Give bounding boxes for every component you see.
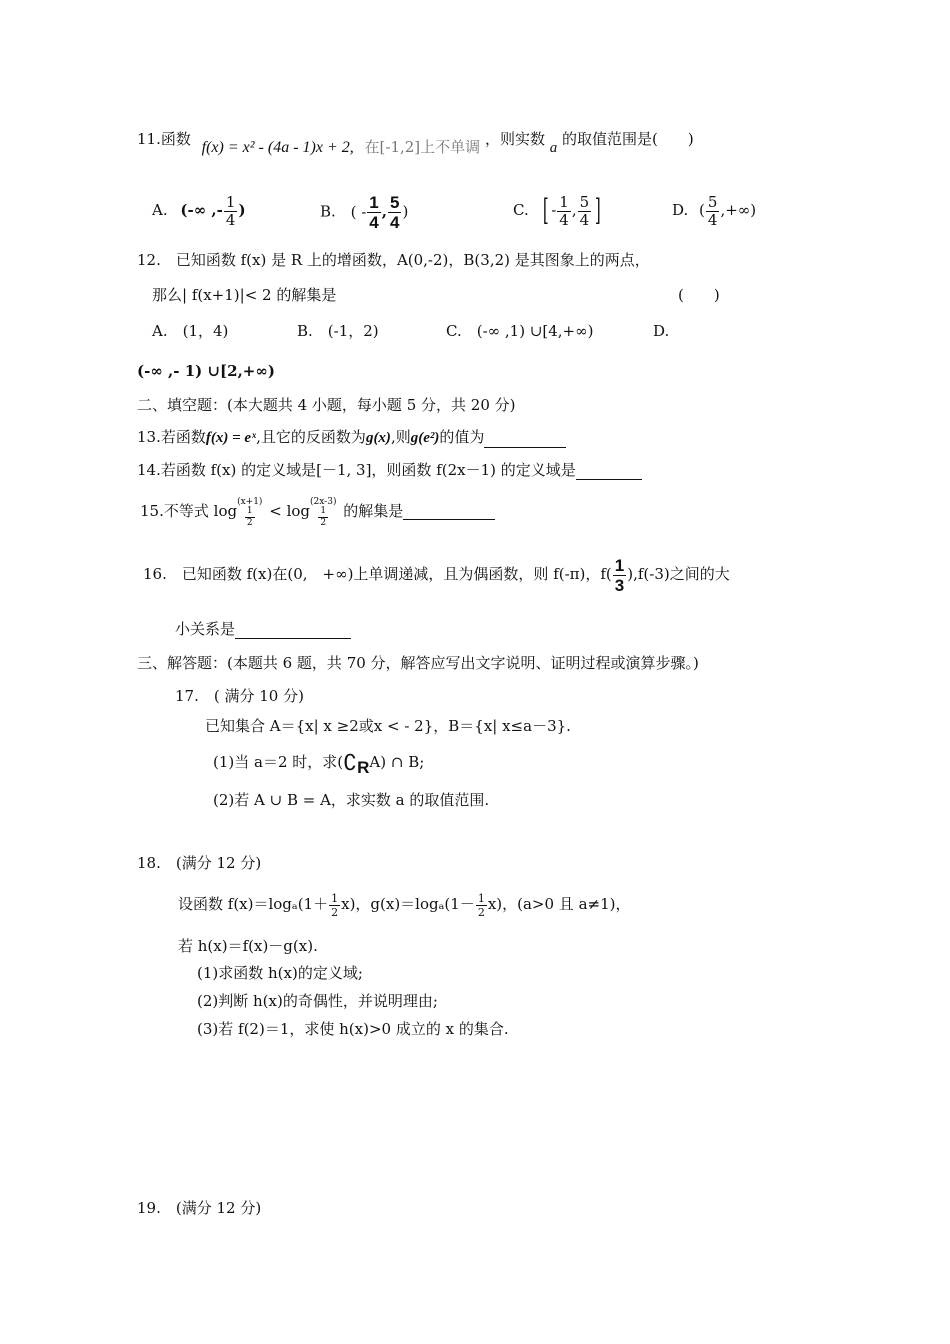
- q11-d-frac: [706, 192, 720, 229]
- q16-den: 3: [614, 575, 625, 595]
- q11-option-c: C. [ - $\frac{1}{4}$ , $\frac{5}{4}$ ]: [513, 192, 601, 229]
- q11-d-tail: ,+∞): [720, 201, 757, 219]
- q13-answer-blank[interactable]: [484, 432, 566, 448]
- q12-option-d-value: (-∞ ,- 1) ∪[2,+∞): [137, 362, 275, 380]
- q18-frac1-den: 2: [331, 905, 339, 919]
- q17-head: 17. ( 满分 10 分): [175, 687, 304, 705]
- q16-frac: [613, 557, 626, 594]
- q11-a-num: 1: [225, 192, 236, 211]
- q18-set-c: x)，(a>0 且 a≠1)，: [487, 895, 631, 913]
- q11-b-num1: 1: [369, 193, 379, 212]
- q11-b-den1: 4: [369, 213, 379, 232]
- q15-answer-blank[interactable]: [403, 504, 495, 520]
- q13-g: g(x): [365, 430, 391, 446]
- q13-mid: ,且它的反函数为: [256, 428, 366, 446]
- q11-b-open: ( -: [350, 202, 367, 221]
- q12-option-c: C. (-∞ ,1) ∪[4,+∞): [446, 322, 594, 340]
- q11-label: 11.函数: [137, 130, 191, 148]
- q18-set: [178, 886, 630, 922]
- q15-log2: log: [286, 502, 311, 520]
- q18-h: 若 h(x)＝f(x)－g(x).: [178, 937, 318, 955]
- q18-frac2-num: 1: [477, 891, 485, 905]
- q11-b-label: B.: [320, 202, 336, 221]
- q11-c-frac1: [557, 192, 571, 229]
- section2-title: 二、填空题：(本大题共 4 小题，每小题 5 分，共 20 分): [137, 396, 516, 414]
- q15-base1-num: 1: [246, 505, 253, 516]
- q16-line1-b: ),f(-3)之间的大: [627, 565, 730, 583]
- q11-c-frac2: [578, 192, 592, 229]
- q15-base2-den: 2: [320, 517, 327, 528]
- q12-line1: 12. 已知函数 f(x) 是 R 上的增函数，A(0,-2)，B(3,2) 是其图象上的两点，: [137, 251, 650, 269]
- q15-sup1: (x+1): [237, 496, 263, 507]
- q11-tail: 的取值范围是( ): [562, 130, 694, 148]
- q11-b-frac1: [367, 194, 380, 231]
- q11-c-den2: 4: [579, 210, 590, 229]
- q11-b-close: ): [402, 202, 409, 221]
- q16-line2: [175, 619, 351, 639]
- q18-set-b: x)，g(x)＝logₐ(1－: [341, 895, 475, 913]
- q11-d-den: 4: [707, 210, 718, 229]
- q14-text: 14.若函数 f(x) 的定义域是[－1, 3]，则函数 f(2x－1) 的定义域是: [137, 461, 576, 479]
- q16-num: 1: [614, 555, 625, 575]
- q18-frac1-num: 1: [331, 891, 339, 905]
- q18-frac2: [476, 893, 487, 918]
- q18-frac1: [329, 893, 340, 918]
- q15-base2: [311, 507, 335, 528]
- q15-log2-scripts: [310, 497, 336, 528]
- q15-log1: log: [213, 502, 238, 520]
- section3-title: 三、解答题：(本题共 6 题，共 70 分，解答应写出文字说明、证明过程或演算步骤。): [137, 654, 699, 672]
- q16-line2-text: 小关系是: [175, 620, 236, 638]
- q11-c-num2: 5: [579, 192, 590, 211]
- q15-base1-den: 2: [246, 517, 253, 528]
- q12-option-a: A. (1，4): [152, 322, 229, 340]
- q13-then: ,则: [390, 428, 411, 446]
- q15-tail: 的解集是: [343, 502, 404, 520]
- q11-stem: [137, 129, 694, 156]
- q15: [140, 490, 495, 532]
- q16-line1: [143, 555, 730, 595]
- q15-pre: 15.不等式: [140, 502, 209, 520]
- q11-a-expr: (-∞ ,-: [180, 201, 223, 219]
- q11-b-num2: 5: [389, 193, 400, 212]
- q16-line1-a: 16. 已知函数 f(x)在(0, +∞)上单调递减，且为偶函数，则 f(-π)，f(: [143, 565, 612, 583]
- q13-expr: f(x) = eˣ: [205, 430, 257, 446]
- q15-base2-num: 1: [320, 505, 327, 516]
- q11-a-label: A.: [152, 201, 168, 219]
- q11-d-num: 5: [707, 192, 718, 211]
- q11-b-frac2: [388, 194, 401, 231]
- q11-option-d: D. ( $\frac{5}{4}$ ,+∞): [672, 192, 757, 229]
- q17-set: 已知集合 A＝{x| x ≥2或x < - 2}，B＝{x| x≤a－3}.: [205, 717, 571, 735]
- q17-p1-R: R: [357, 758, 370, 777]
- q11-b-den2: 4: [389, 213, 400, 232]
- q11-var: a: [549, 140, 558, 156]
- q14-answer-blank[interactable]: [576, 464, 642, 480]
- q11-option-a: [152, 192, 246, 229]
- q18-part1: (1)求函数 h(x)的定义域;: [197, 964, 363, 982]
- q17-p1-a: (1)当 a＝2 时，求(: [213, 753, 344, 771]
- q11-a-frac: [224, 192, 238, 229]
- q13-text: 13.若函数: [137, 428, 206, 446]
- q12-line2: 那么| f(x+1)|< 2 的解集是: [152, 286, 337, 304]
- q11-a-close: ): [238, 201, 246, 219]
- q13-ge: g(e²): [410, 430, 440, 446]
- q11-c-den1: 4: [559, 210, 569, 229]
- q15-base1: [238, 507, 261, 528]
- q11-d-label: D.: [672, 201, 689, 219]
- q18-set-a: 设函数 f(x)＝logₐ(1＋: [178, 895, 329, 913]
- q13: [137, 427, 566, 448]
- q14: [137, 460, 642, 480]
- q12-option-d: D.: [653, 322, 670, 340]
- q17-part1: [213, 752, 424, 778]
- q18-part3: (3)若 f(2)＝1，求使 h(x)>0 成立的 x 的集合.: [197, 1020, 509, 1038]
- q19-head: 19. (满分 12 分): [137, 1199, 262, 1217]
- q11-cond: 在[-1,2]上不单调: [364, 138, 481, 156]
- q17-p1-b: A) ∩ B;: [369, 753, 425, 771]
- q11-option-b: B. ( - $\frac{1}{4}$ , $\frac{5}{4}$ ): [320, 193, 409, 232]
- complement-icon: ∁: [343, 751, 358, 776]
- q15-lt: <: [269, 502, 282, 520]
- q15-log1-scripts: [237, 497, 262, 528]
- q18-frac2-den: 2: [477, 905, 485, 919]
- q11-c-num1: 1: [559, 192, 569, 211]
- q11-ask: ，则实数: [484, 130, 545, 148]
- q12-option-b: B. (-1，2): [297, 322, 379, 340]
- q18-head: 18. (满分 12 分): [137, 854, 262, 872]
- q12-paren: ( ): [678, 286, 720, 304]
- q15-sup2: (2x-3): [310, 496, 337, 507]
- q13-tail: 的值为: [439, 428, 485, 446]
- q11-c-label: C.: [513, 201, 529, 219]
- q11-func: f(x) = x² - (4a - 1)x + 2,: [201, 139, 354, 156]
- q11-a-den: 4: [225, 210, 236, 229]
- q16-answer-blank[interactable]: [235, 623, 351, 639]
- q18-part2: (2)判断 h(x)的奇偶性，并说明理由;: [197, 992, 438, 1010]
- q17-part2: (2)若 A ∪ B = A，求实数 a 的取值范围.: [213, 791, 490, 809]
